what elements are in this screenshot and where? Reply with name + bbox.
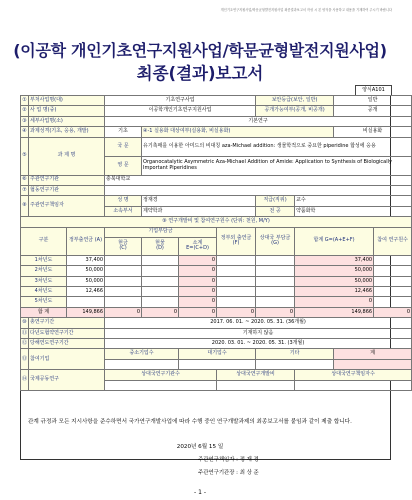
pi-name-label: 성 명: [105, 196, 142, 206]
character-value: 기초: [105, 127, 142, 137]
budget-cash: [105, 297, 142, 307]
companies-small-value: [105, 359, 179, 369]
row-subprogram: [21, 116, 412, 126]
row-number: ⑭: [21, 370, 29, 391]
row-total-period: [21, 318, 412, 328]
row-number: ⑫: [21, 339, 29, 349]
budget-title-label: 연구개발비 및 참여연구원수 (단위: 천원, M/Y): [168, 218, 270, 225]
budget-sum-cash: 0: [105, 307, 142, 317]
intl-label: 국제공동연구: [29, 370, 105, 391]
coop-org-value: [105, 185, 412, 195]
pi-major-label: 전 공: [256, 206, 295, 216]
org-head-signature-line: [198, 468, 259, 476]
report-subtitle: 최종(결과)보고서: [136, 64, 264, 83]
current-period-value: 2020. 03. 01. ~ 2020. 05. 31. (3개월): [105, 339, 412, 349]
multiyear-period-label: 다년도협약연구기간: [29, 328, 105, 338]
submission-date: 2020년 6월 15 일: [176, 444, 224, 450]
intl-pi-label: 상대국연구책임자수: [295, 370, 412, 380]
row-number: ②: [21, 106, 29, 116]
companies-sum-value: [334, 359, 412, 369]
total-period-value: 2017. 06. 01. ~ 2020. 05. 31. (36개월): [105, 318, 412, 328]
budget-foreign: [256, 297, 295, 307]
business-value: 이공학개인기초연구지원사업: [105, 106, 256, 116]
budget-h-total: 합계 G=(A+E+F): [295, 227, 374, 255]
budget-row: [21, 297, 412, 307]
budget-foreign: [256, 276, 295, 286]
budget-h-private: 기업부담금: [105, 227, 217, 237]
coop-org-label: 협동연구기관: [29, 185, 105, 195]
total-period-label: 총연구기간: [29, 318, 105, 328]
intl-pi-value: [295, 380, 412, 390]
budget-cash: [105, 266, 142, 276]
budget-local: [217, 266, 256, 276]
budget-sum-row: [21, 307, 412, 317]
row-number: ⑦: [21, 185, 29, 195]
companies-sum-label: 계: [334, 349, 412, 359]
budget-h-foreign: 상대국 부담금 (G): [256, 227, 295, 255]
budget-inkind: [142, 276, 179, 286]
multiyear-period-value: 기재하지 않음: [105, 328, 412, 338]
budget-gov: 37,400: [67, 255, 105, 265]
budget-researchers: [374, 297, 412, 307]
budget-cash: [105, 287, 142, 297]
budget-h-local: 정부외 출연금 (F): [217, 227, 256, 255]
pi-name-value: 정재경: [142, 196, 256, 206]
budget-local: [217, 287, 256, 297]
subprogram-value: 기본연구: [105, 116, 412, 126]
budget-total: 0: [295, 297, 374, 307]
row-title-ko: [21, 137, 412, 156]
program-value: 기초연구사업: [105, 96, 256, 106]
subprogram-label: 세부사업명(소): [29, 116, 105, 126]
row-coop-org: [21, 185, 412, 195]
current-period-label: 당해연도연구기간: [29, 339, 105, 349]
project-title-label: 과 제 명: [29, 137, 105, 175]
character-label: 과제성격(기초, 응용, 개발): [29, 127, 105, 137]
pi-signature-line: [198, 455, 259, 463]
intl-orgs-label: 상대국연구기관수: [105, 370, 217, 380]
row-number: ①: [21, 96, 29, 106]
budget-cash: [105, 276, 142, 286]
row-number: ⑩: [21, 318, 29, 328]
budget-row: [21, 255, 412, 265]
budget-subtotal: 0: [179, 287, 217, 297]
row-number: ⑬: [21, 349, 29, 370]
budget-sum-researchers: 0: [374, 307, 412, 317]
budget-sum-label: 합 계: [21, 307, 67, 317]
budget-cash: [105, 255, 142, 265]
budget-inkind: [142, 297, 179, 307]
budget-researchers: [374, 255, 412, 265]
budget-period: 5차년도: [21, 297, 67, 307]
budget-period: 2차년도: [21, 266, 67, 276]
budget-subtotal: 0: [179, 297, 217, 307]
row-number: ⑨: [162, 218, 167, 225]
budget-total: 37,400: [295, 255, 374, 265]
budget-h-cash: 현금 (C): [105, 237, 142, 255]
budget-researchers: [374, 287, 412, 297]
budget-header-1: [21, 227, 412, 237]
budget-foreign: [256, 287, 295, 297]
budget-period: 1차년도: [21, 255, 67, 265]
budget-local: [217, 255, 256, 265]
budget-gov: 50,000: [67, 276, 105, 286]
row-number: ③: [21, 116, 29, 126]
commercialization-value: 비실용화: [334, 127, 412, 137]
budget-researchers: [374, 266, 412, 276]
pi-dept-value: 제약학과: [142, 206, 256, 216]
security-label: 보안등급(보안, 일반): [256, 96, 334, 106]
intl-orgs-value: [105, 380, 217, 390]
report-title: (이공학 개인기초연구지원사업/학문균형발전지원사업): [13, 41, 387, 60]
budget-h-gov: 정부출연금 (A): [67, 227, 105, 255]
korean-title-value: 유기촉매를 이용한 아미드의 비대칭 aza-Michael addition: 생물학적으로 중요한 piperidine 합성에 응용: [142, 137, 412, 156]
disclosure-label: 공개가능여부(공개, 비공개): [256, 106, 334, 116]
budget-subtotal: 0: [179, 276, 217, 286]
declaration-text: 관계 규정과 모든 지시사항을 준수하면서 국가연구개발사업에 따라 수행 중인 연구개발과제의 최종보고서를 붙임과 같이 제출 합니다.: [28, 419, 352, 425]
budget-h-subtotal: 소계 E=(C+D): [179, 237, 217, 255]
intl-budget-label: 상대국연구개발비: [217, 370, 295, 380]
budget-sum-subtotal: 0: [179, 307, 217, 317]
row-number: ④: [21, 127, 29, 137]
row-intl-head: [21, 370, 412, 380]
row-character: [21, 127, 412, 137]
budget-researchers: [374, 276, 412, 286]
companies-small-label: 중소기업수: [105, 349, 179, 359]
pi-signature-label: 주관연구책임자 :: [198, 457, 238, 463]
budget-h-inkind: 현물 (D): [142, 237, 179, 255]
budget-row: [21, 266, 412, 276]
budget-total: 50,000: [295, 276, 374, 286]
companies-large-value: [179, 359, 256, 369]
org-head-signature-label: 주관연구기관장 :: [198, 470, 238, 476]
budget-subtotal: 0: [179, 255, 217, 265]
budget-gov: 12,466: [67, 287, 105, 297]
budget-sum-foreign: 0: [256, 307, 295, 317]
host-org-value: 충북대학교: [105, 175, 412, 185]
row-host-org: [21, 175, 412, 185]
org-head-signature-name: 최 상 준: [239, 470, 259, 476]
host-org-label: 주관연구기관: [29, 175, 105, 185]
budget-h-period: 구분: [21, 227, 67, 255]
program-label: 부처사업명(대): [29, 96, 105, 106]
row-companies-head: [21, 349, 412, 359]
row-multiyear-period: [21, 328, 412, 338]
budget-gov: 50,000: [67, 266, 105, 276]
budget-period: 4차년도: [21, 287, 67, 297]
budget-gov: [67, 297, 105, 307]
budget-sum-inkind: 0: [142, 307, 179, 317]
top-note: 개인기초연구지원사업/학문균형발전지원사업 최종결과보고서 작성 시 본 양식을 사용하고 내용을 기재하여 주시기 바랍니다: [220, 8, 392, 12]
english-title-value: Organocatalytic Asymmetric Aza-Michael Addition of Amide: Application to Synthesis of Biologically Important Piperidines: [142, 156, 412, 175]
budget-period: 3차년도: [21, 276, 67, 286]
budget-local: [217, 276, 256, 286]
budget-h-researchers: 참여 연구원수: [374, 227, 412, 255]
budget-local: [217, 297, 256, 307]
pi-position-value: 교수: [295, 196, 412, 206]
budget-foreign: [256, 255, 295, 265]
pi-dept-label: 소속부서: [105, 206, 142, 216]
korean-title-label: 국 문: [105, 137, 142, 156]
pi-position-label: 직급(직위): [256, 196, 295, 206]
budget-total: 50,000: [295, 266, 374, 276]
companies-label: 참여기업: [29, 349, 105, 370]
pi-label: 주관연구책임자: [29, 196, 105, 217]
report-form-table: [20, 95, 412, 391]
form-number-badge: 양식A101: [355, 85, 392, 96]
companies-other-label: 기타: [256, 349, 334, 359]
budget-sum-total: 149,866: [295, 307, 374, 317]
budget-inkind: [142, 287, 179, 297]
commercialization-label: ④-1 실용화 대상여부(실용화, 비실용화): [142, 127, 334, 137]
intl-budget-value: [217, 380, 295, 390]
budget-sum-gov: 149,866: [67, 307, 105, 317]
budget-foreign: [256, 266, 295, 276]
row-pi-1: [21, 196, 412, 206]
budget-section-title: [21, 217, 412, 227]
row-current-period: [21, 339, 412, 349]
row-business: [21, 106, 412, 116]
page-number: - 1 -: [194, 489, 206, 496]
budget-inkind: [142, 266, 179, 276]
pi-signature-name: 정 재 경: [239, 457, 259, 463]
budget-row: [21, 276, 412, 286]
row-number: ⑪: [21, 328, 29, 338]
row-budget-title: [21, 217, 412, 227]
companies-other-value: [256, 359, 334, 369]
disclosure-value: 공개: [334, 106, 412, 116]
companies-large-label: 대기업수: [179, 349, 256, 359]
row-number: ⑤: [21, 137, 29, 175]
row-number: ⑧: [21, 196, 29, 217]
english-title-label: 영 문: [105, 156, 142, 175]
row-number: ⑥: [21, 175, 29, 185]
budget-sum-local: 0: [217, 307, 256, 317]
budget-subtotal: 0: [179, 266, 217, 276]
budget-total: 12,466: [295, 287, 374, 297]
budget-row: [21, 287, 412, 297]
pi-major-value: 약품화학: [295, 206, 412, 216]
security-value: 일반: [334, 96, 412, 106]
business-label: 사 업 명(중): [29, 106, 105, 116]
budget-inkind: [142, 255, 179, 265]
row-program: [21, 96, 412, 106]
